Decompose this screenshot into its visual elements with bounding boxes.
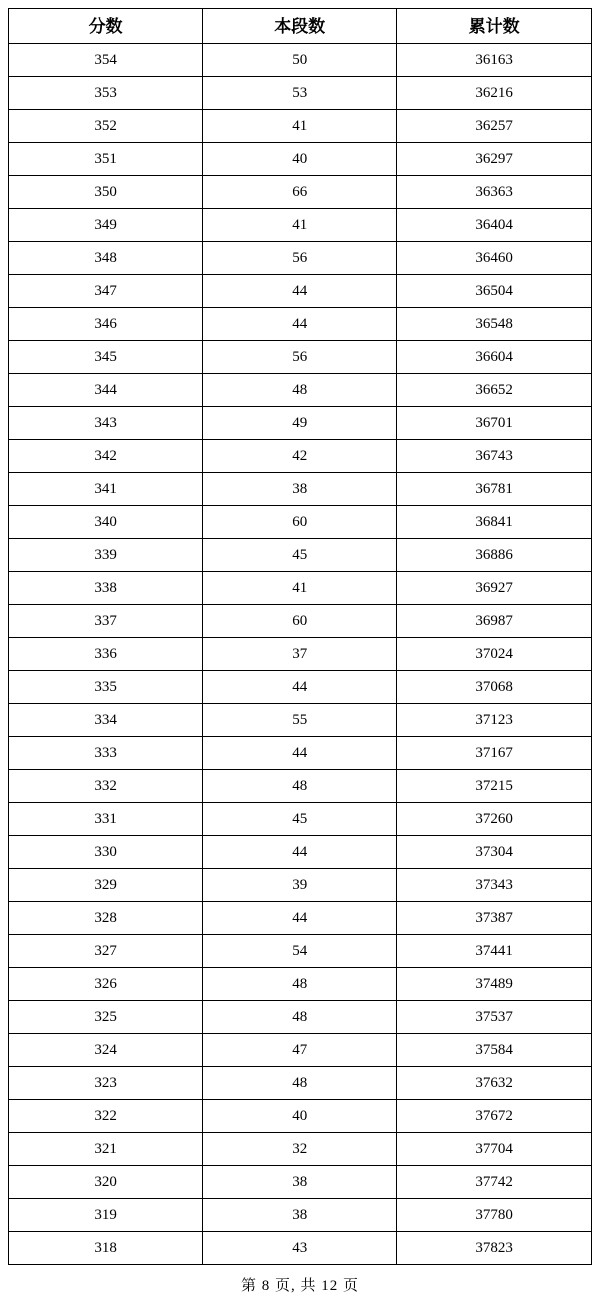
cell-cumulative-count: 36404 bbox=[397, 209, 592, 242]
cell-cumulative-count: 36652 bbox=[397, 374, 592, 407]
cell-cumulative-count: 37537 bbox=[397, 1001, 592, 1034]
cell-cumulative-count: 37068 bbox=[397, 671, 592, 704]
cell-segment-count: 44 bbox=[203, 836, 397, 869]
table-row bbox=[9, 1199, 592, 1232]
cell-segment-count: 38 bbox=[203, 1199, 397, 1232]
cell-cumulative-count: 37742 bbox=[397, 1166, 592, 1199]
cell-cumulative-count: 37780 bbox=[397, 1199, 592, 1232]
cell-score: 351 bbox=[9, 143, 203, 176]
cell-segment-count: 38 bbox=[203, 473, 397, 506]
cell-segment-count: 56 bbox=[203, 242, 397, 275]
cell-score: 321 bbox=[9, 1133, 203, 1166]
cell-score: 339 bbox=[9, 539, 203, 572]
cell-score: 331 bbox=[9, 803, 203, 836]
cell-segment-count: 44 bbox=[203, 275, 397, 308]
column-header-segment-count: 本段数 bbox=[203, 9, 397, 44]
cell-score: 329 bbox=[9, 869, 203, 902]
table-row bbox=[9, 869, 592, 902]
cell-cumulative-count: 37304 bbox=[397, 836, 592, 869]
table-header-row bbox=[9, 9, 592, 44]
cell-score: 337 bbox=[9, 605, 203, 638]
cell-cumulative-count: 37260 bbox=[397, 803, 592, 836]
cell-cumulative-count: 37123 bbox=[397, 704, 592, 737]
table-row bbox=[9, 407, 592, 440]
table-row bbox=[9, 110, 592, 143]
cell-segment-count: 43 bbox=[203, 1232, 397, 1265]
table-row bbox=[9, 308, 592, 341]
cell-segment-count: 53 bbox=[203, 77, 397, 110]
cell-score: 354 bbox=[9, 44, 203, 77]
table-row bbox=[9, 341, 592, 374]
cell-cumulative-count: 37441 bbox=[397, 935, 592, 968]
cell-score: 348 bbox=[9, 242, 203, 275]
cell-segment-count: 45 bbox=[203, 539, 397, 572]
cell-cumulative-count: 36504 bbox=[397, 275, 592, 308]
cell-score: 320 bbox=[9, 1166, 203, 1199]
table-row bbox=[9, 572, 592, 605]
cell-segment-count: 55 bbox=[203, 704, 397, 737]
cell-segment-count: 66 bbox=[203, 176, 397, 209]
cell-cumulative-count: 36548 bbox=[397, 308, 592, 341]
cell-segment-count: 44 bbox=[203, 308, 397, 341]
table-row bbox=[9, 44, 592, 77]
cell-segment-count: 50 bbox=[203, 44, 397, 77]
cell-segment-count: 60 bbox=[203, 605, 397, 638]
cell-cumulative-count: 37167 bbox=[397, 737, 592, 770]
cell-score: 346 bbox=[9, 308, 203, 341]
cell-segment-count: 48 bbox=[203, 770, 397, 803]
cell-cumulative-count: 37215 bbox=[397, 770, 592, 803]
cell-cumulative-count: 36363 bbox=[397, 176, 592, 209]
table-row bbox=[9, 1001, 592, 1034]
cell-score: 328 bbox=[9, 902, 203, 935]
cell-segment-count: 60 bbox=[203, 506, 397, 539]
cell-cumulative-count: 37823 bbox=[397, 1232, 592, 1265]
cell-score: 341 bbox=[9, 473, 203, 506]
cell-cumulative-count: 37489 bbox=[397, 968, 592, 1001]
cell-score: 325 bbox=[9, 1001, 203, 1034]
cell-cumulative-count: 36841 bbox=[397, 506, 592, 539]
cell-segment-count: 39 bbox=[203, 869, 397, 902]
cell-segment-count: 44 bbox=[203, 671, 397, 704]
table-row bbox=[9, 77, 592, 110]
cell-score: 335 bbox=[9, 671, 203, 704]
cell-segment-count: 32 bbox=[203, 1133, 397, 1166]
table-row bbox=[9, 1067, 592, 1100]
cell-segment-count: 48 bbox=[203, 1001, 397, 1034]
cell-score: 323 bbox=[9, 1067, 203, 1100]
cell-score: 322 bbox=[9, 1100, 203, 1133]
score-distribution-table bbox=[8, 8, 592, 1265]
table-header bbox=[9, 9, 592, 44]
cell-segment-count: 37 bbox=[203, 638, 397, 671]
cell-score: 345 bbox=[9, 341, 203, 374]
table-row bbox=[9, 506, 592, 539]
cell-segment-count: 40 bbox=[203, 1100, 397, 1133]
table-row bbox=[9, 671, 592, 704]
cell-cumulative-count: 36781 bbox=[397, 473, 592, 506]
table-row bbox=[9, 737, 592, 770]
page-footer: 第 8 页, 共 12 页 bbox=[240, 1278, 359, 1294]
cell-segment-count: 40 bbox=[203, 143, 397, 176]
table-row bbox=[9, 902, 592, 935]
cell-segment-count: 48 bbox=[203, 374, 397, 407]
cell-score: 336 bbox=[9, 638, 203, 671]
cell-score: 340 bbox=[9, 506, 203, 539]
cell-score: 326 bbox=[9, 968, 203, 1001]
cell-score: 332 bbox=[9, 770, 203, 803]
cell-cumulative-count: 36701 bbox=[397, 407, 592, 440]
cell-score: 352 bbox=[9, 110, 203, 143]
cell-cumulative-count: 36460 bbox=[397, 242, 592, 275]
cell-cumulative-count: 36257 bbox=[397, 110, 592, 143]
cell-score: 338 bbox=[9, 572, 203, 605]
cell-cumulative-count: 36297 bbox=[397, 143, 592, 176]
table-row bbox=[9, 935, 592, 968]
cell-cumulative-count: 36886 bbox=[397, 539, 592, 572]
table-row bbox=[9, 473, 592, 506]
table-row bbox=[9, 209, 592, 242]
cell-segment-count: 49 bbox=[203, 407, 397, 440]
column-header-score: 分数 bbox=[9, 9, 203, 44]
table-row bbox=[9, 1100, 592, 1133]
table-row bbox=[9, 1232, 592, 1265]
table-row bbox=[9, 539, 592, 572]
cell-score: 330 bbox=[9, 836, 203, 869]
cell-cumulative-count: 37584 bbox=[397, 1034, 592, 1067]
cell-segment-count: 56 bbox=[203, 341, 397, 374]
cell-cumulative-count: 36743 bbox=[397, 440, 592, 473]
cell-score: 319 bbox=[9, 1199, 203, 1232]
table-row bbox=[9, 143, 592, 176]
table-row bbox=[9, 1166, 592, 1199]
cell-segment-count: 41 bbox=[203, 110, 397, 143]
cell-cumulative-count: 36604 bbox=[397, 341, 592, 374]
table-row bbox=[9, 836, 592, 869]
table-row bbox=[9, 374, 592, 407]
cell-segment-count: 38 bbox=[203, 1166, 397, 1199]
cell-score: 350 bbox=[9, 176, 203, 209]
cell-cumulative-count: 37632 bbox=[397, 1067, 592, 1100]
table-row bbox=[9, 770, 592, 803]
cell-score: 353 bbox=[9, 77, 203, 110]
cell-score: 318 bbox=[9, 1232, 203, 1265]
table-row bbox=[9, 704, 592, 737]
table-row bbox=[9, 1133, 592, 1166]
table-row bbox=[9, 638, 592, 671]
table-row bbox=[9, 1034, 592, 1067]
table-row bbox=[9, 176, 592, 209]
cell-score: 342 bbox=[9, 440, 203, 473]
cell-cumulative-count: 37024 bbox=[397, 638, 592, 671]
table-body bbox=[9, 44, 592, 1265]
cell-segment-count: 41 bbox=[203, 572, 397, 605]
cell-cumulative-count: 36927 bbox=[397, 572, 592, 605]
column-header-cumulative-count: 累计数 bbox=[397, 9, 592, 44]
cell-segment-count: 48 bbox=[203, 1067, 397, 1100]
cell-cumulative-count: 37343 bbox=[397, 869, 592, 902]
table-row bbox=[9, 605, 592, 638]
cell-cumulative-count: 37672 bbox=[397, 1100, 592, 1133]
cell-cumulative-count: 37704 bbox=[397, 1133, 592, 1166]
table-row bbox=[9, 968, 592, 1001]
cell-cumulative-count: 37387 bbox=[397, 902, 592, 935]
cell-score: 347 bbox=[9, 275, 203, 308]
cell-segment-count: 42 bbox=[203, 440, 397, 473]
cell-segment-count: 41 bbox=[203, 209, 397, 242]
cell-cumulative-count: 36163 bbox=[397, 44, 592, 77]
table-row bbox=[9, 803, 592, 836]
cell-score: 334 bbox=[9, 704, 203, 737]
cell-segment-count: 47 bbox=[203, 1034, 397, 1067]
table-row bbox=[9, 275, 592, 308]
cell-segment-count: 44 bbox=[203, 902, 397, 935]
cell-score: 349 bbox=[9, 209, 203, 242]
cell-segment-count: 44 bbox=[203, 737, 397, 770]
cell-cumulative-count: 36216 bbox=[397, 77, 592, 110]
cell-segment-count: 45 bbox=[203, 803, 397, 836]
table-row bbox=[9, 440, 592, 473]
cell-segment-count: 48 bbox=[203, 968, 397, 1001]
cell-segment-count: 54 bbox=[203, 935, 397, 968]
table-row bbox=[9, 242, 592, 275]
cell-score: 327 bbox=[9, 935, 203, 968]
cell-score: 324 bbox=[9, 1034, 203, 1067]
cell-score: 344 bbox=[9, 374, 203, 407]
cell-score: 333 bbox=[9, 737, 203, 770]
cell-cumulative-count: 36987 bbox=[397, 605, 592, 638]
cell-score: 343 bbox=[9, 407, 203, 440]
